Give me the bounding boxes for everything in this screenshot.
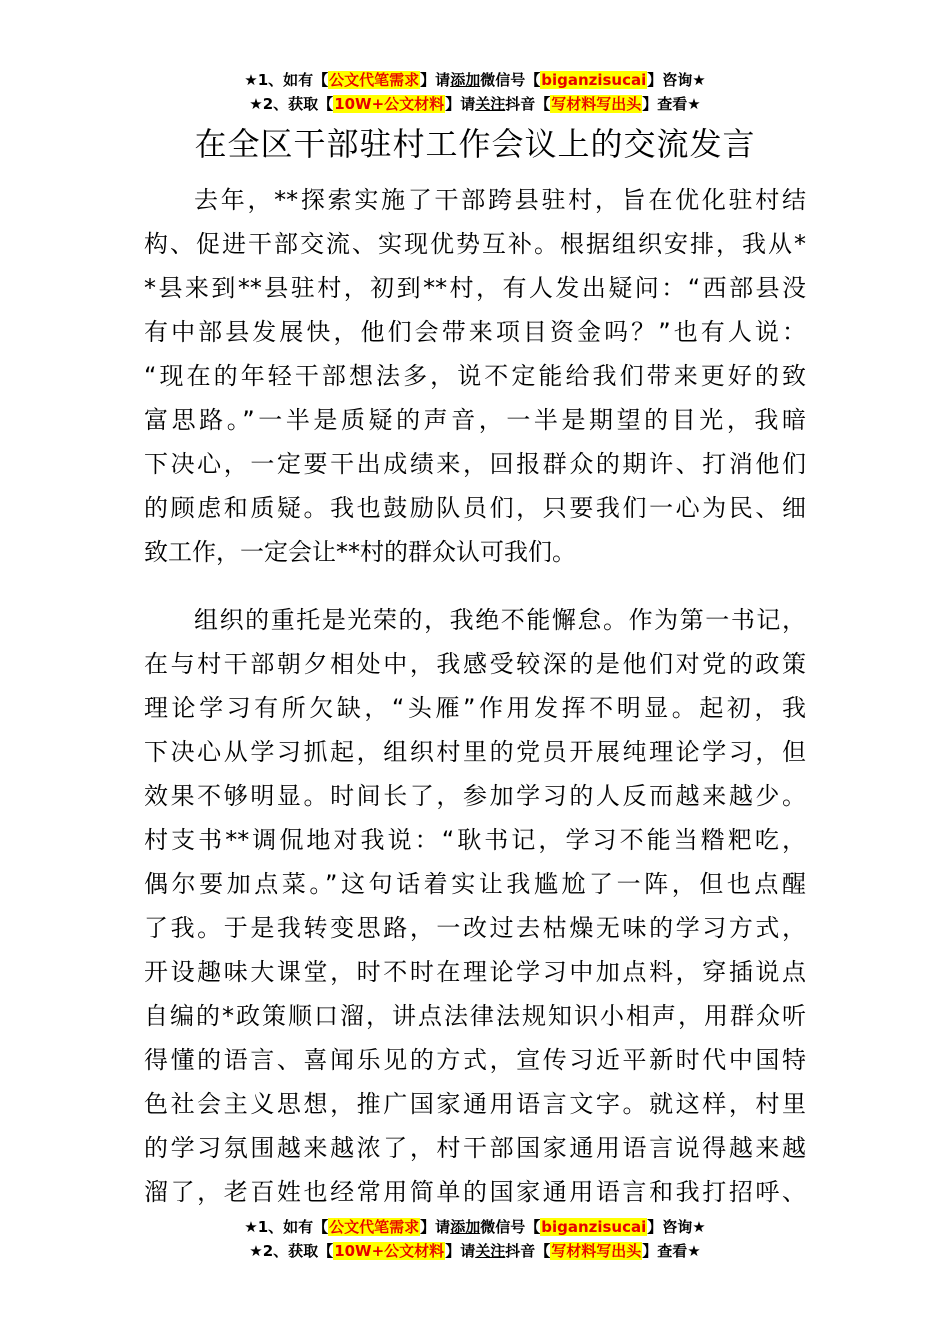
banner-text: 】咨询★ [647, 1218, 706, 1236]
paragraph-1-line: 富思路。”一半是质疑的声音，一半是期望的目光，我暗 [144, 406, 806, 434]
paragraph-2-line: 理论学习有所欠缺，“头雁”作用发挥不明显。起初，我 [144, 694, 806, 722]
banner-text: 】查看★ [642, 95, 701, 113]
banner-underlined-text: 添加 [450, 1218, 481, 1236]
document-title: 在全区干部驻村工作会议上的交流发言 [194, 125, 756, 163]
paragraph-1-line: 致工作，一定会让**村的群众认可我们。 [144, 538, 576, 566]
banner-text: 微信号【 [480, 1218, 541, 1236]
paragraph-2-line: 下决心从学习抓起，组织村里的党员开展纯理论学习，但 [144, 738, 806, 766]
banner-text: 抖音【 [505, 1242, 551, 1260]
banner-text: ★2、获取【 [249, 1242, 334, 1260]
banner-highlight: biganzisucai [541, 1218, 647, 1236]
paragraph-2-line: 的学习氛围越来越浓了，村干部国家通用语言说得越来越 [144, 1134, 806, 1162]
banner-highlight: 写材料写出头 [551, 95, 642, 113]
banner-text: 】请 [445, 95, 476, 113]
paragraph-2-line: 开设趣味大课堂，时不时在理论学习中加点料，穿插说点 [144, 958, 806, 986]
footer-banner [0, 1215, 950, 1263]
banner-line-1 [0, 1215, 950, 1239]
banner-text: 抖音【 [505, 95, 551, 113]
banner-highlight: 10W+公文材料 [334, 95, 445, 113]
banner-text: ★2、获取【 [249, 95, 334, 113]
banner-text: ★1、如有【 [244, 1218, 329, 1236]
paragraph-2-line: 在与村干部朝夕相处中，我感受较深的是他们对党的政策 [144, 650, 806, 678]
banner-underlined-text: 关注 [475, 1242, 506, 1260]
paragraph-2-line: 得懂的语言、喜闻乐见的方式，宣传习近平新时代中国特 [144, 1046, 806, 1074]
paragraph-2-line: 组织的重托是光荣的，我绝不能懈怠。作为第一书记， [194, 606, 806, 634]
paragraph-1-line: *县来到**县驻村，初到**村，有人发出疑问：“西部县没 [144, 274, 806, 302]
banner-line-2 [0, 1239, 950, 1263]
paragraph-2-line: 色社会主义思想，推广国家通用语言文字。就这样，村里 [144, 1090, 806, 1118]
banner-line-1 [0, 68, 950, 92]
banner-underlined-text: 关注 [475, 95, 506, 113]
banner-text: ★1、如有【 [244, 71, 329, 89]
paragraph-2-line: 自编的*政策顺口溜，讲点法律法规知识小相声，用群众听 [144, 1002, 806, 1030]
paragraph-1-line: 有中部县发展快，他们会带来项目资金吗？”也有人说： [144, 318, 806, 346]
paragraph-2-line: 溜了，老百姓也经常用简单的国家通用语言和我打招呼、 [144, 1178, 806, 1206]
paragraph-gap [144, 574, 806, 598]
banner-highlight: 公文代笔需求 [329, 1218, 420, 1236]
banner-text: 微信号【 [480, 71, 541, 89]
paragraph-1-line: “现在的年轻干部想法多，说不定能给我们带来更好的致 [144, 362, 806, 390]
document-body [144, 178, 806, 1214]
paragraph-1-line: 构、促进干部交流、实现优势互补。根据组织安排，我从* [144, 230, 806, 258]
paragraph-1-line: 下决心，一定要干出成绩来，回报群众的期许、打消他们 [144, 450, 806, 478]
banner-underlined-text: 添加 [450, 71, 481, 89]
banner-highlight: biganzisucai [541, 71, 647, 89]
paragraph-2-line: 效果不够明显。时间长了，参加学习的人反而越来越少。 [144, 782, 806, 810]
banner-line-2 [0, 92, 950, 116]
paragraph-2-line: 村支书**调侃地对我说：“耿书记，学习不能当糌粑吃， [144, 826, 806, 854]
paragraph-1-line: 的顾虑和质疑。我也鼓励队员们，只要我们一心为民、细 [144, 494, 806, 522]
banner-text: 】咨询★ [647, 71, 706, 89]
banner-highlight: 写材料写出头 [551, 1242, 642, 1260]
paragraph-1-line: 去年，**探索实施了干部跨县驻村，旨在优化驻村结 [194, 186, 806, 214]
paragraph-2-line: 了我。于是我转变思路，一改过去枯燥无味的学习方式， [144, 914, 806, 942]
banner-text: 】查看★ [642, 1242, 701, 1260]
paragraph-2-line: 偶尔要加点菜。”这句话着实让我尴尬了一阵，但也点醒 [144, 870, 806, 898]
banner-highlight: 10W+公文材料 [334, 1242, 445, 1260]
banner-highlight: 公文代笔需求 [329, 71, 420, 89]
header-banner [0, 68, 950, 116]
banner-text: 】请 [445, 1242, 476, 1260]
banner-text: 】请 [420, 71, 451, 89]
banner-text: 】请 [420, 1218, 451, 1236]
